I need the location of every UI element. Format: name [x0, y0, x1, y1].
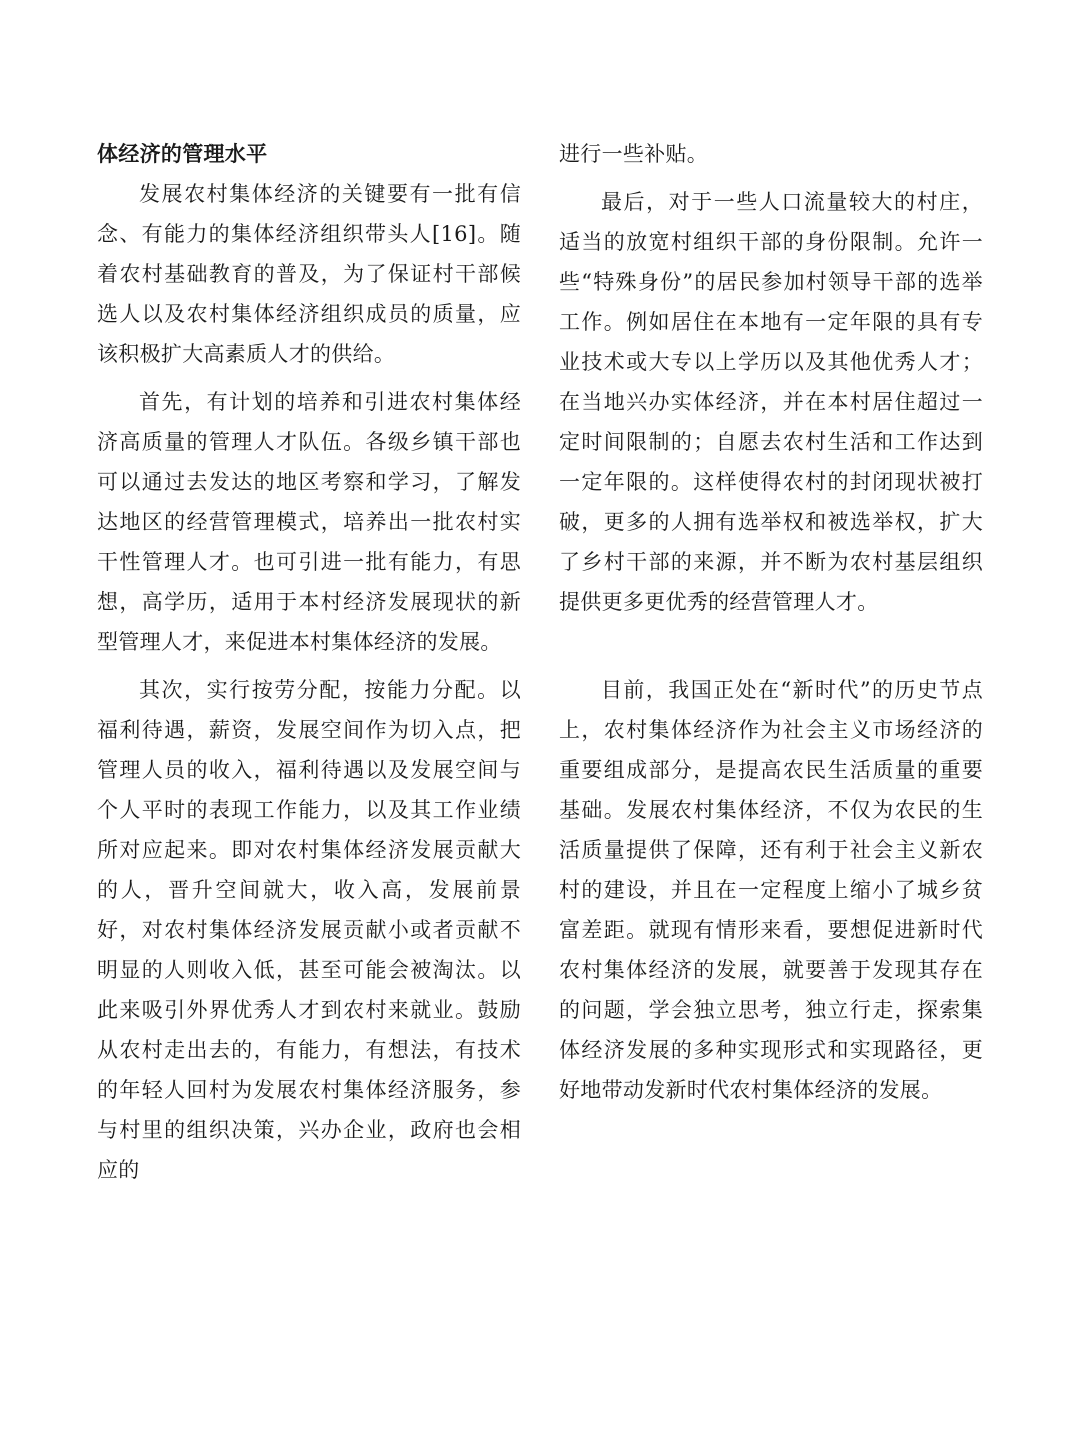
paragraph-finally: 最后，对于一些人口流量较大的村庄，适当的放宽村组织干部的身份限制。允许一些“特殊身份”的居民参加村领导干部的选举工作。例如居住在本地有一定年限的具有专业技术或大专以上学历以及其他优秀人才；在当地兴办实体经济，并在本村居住超过一定时间限制的；自愿去农村生活和工作达到一定年限的。这样使得农村的封闭现状被打破，更多的人拥有选举权和被选举权，扩大了乡村干部的来源，并不断为农村基层组织提供更多更优秀的经营管理人才。	[559, 190, 983, 614]
left-column	[97, 134, 521, 1198]
paragraph-first: 首先，有计划的培养和引进农村集体经济高质量的管理人才队伍。各级乡镇干部也可以通过去发达的地区考察和学习，了解发达地区的经营管理模式，培养出一批农村实干性管理人才。也可引进一批有能力，有思想，高学历，适用于本村经济发展现状的新型管理人才，来促进本村集体经济的发展。	[97, 390, 521, 654]
paragraph-spacer	[559, 630, 983, 670]
right-column	[559, 134, 983, 1118]
paragraph-conclusion: 目前，我国正处在“新时代”的历史节点上，农村集体经济作为社会主义市场经济的重要组成部分，是提高农民生活质量的重要基础。发展农村集体经济，不仅为农民的生活质量提供了保障，还有利于社会主义新农村的建设，并且在一定程度上缩小了城乡贫富差距。就现有情形来看，要想促进新时代农村集体经济的发展，就要善于发现其存在的问题，学会独立思考，独立行走，探索集体经济发展的多种实现形式和实现路径，更好地带动发新时代农村集体经济的发展。	[559, 678, 983, 1102]
paragraph-leaders: 发展农村集体经济的关键要有一批有信念、有能力的集体经济组织带头人[16]。随着农村基础教育的普及，为了保证村干部候选人以及农村集体经济组织成员的质量，应该积极扩大高素质人才的供给。	[97, 182, 521, 366]
paragraph-second: 其次，实行按劳分配，按能力分配。以福利待遇，薪资，发展空间作为切入点，把管理人员的收入，福利待遇以及发展空间与个人平时的表现工作能力，以及其工作业绩所对应起来。即对农村集体经济发展贡献大的人，晋升空间就大，收入高，发展前景好，对农村集体经济发展贡献小或者贡献不明显的人则收入低，甚至可能会被淘汰。以此来吸引外界优秀人才到农村来就业。鼓励从农村走出去的，有能力，有想法，有技术的年轻人回村为发展农村集体经济服务，参与村里的组织决策，兴办企业，政府也会相应的	[97, 678, 521, 1182]
section-heading: 体经济的管理水平	[97, 141, 268, 166]
paragraph-continuation: 进行一些补贴。	[559, 142, 709, 166]
